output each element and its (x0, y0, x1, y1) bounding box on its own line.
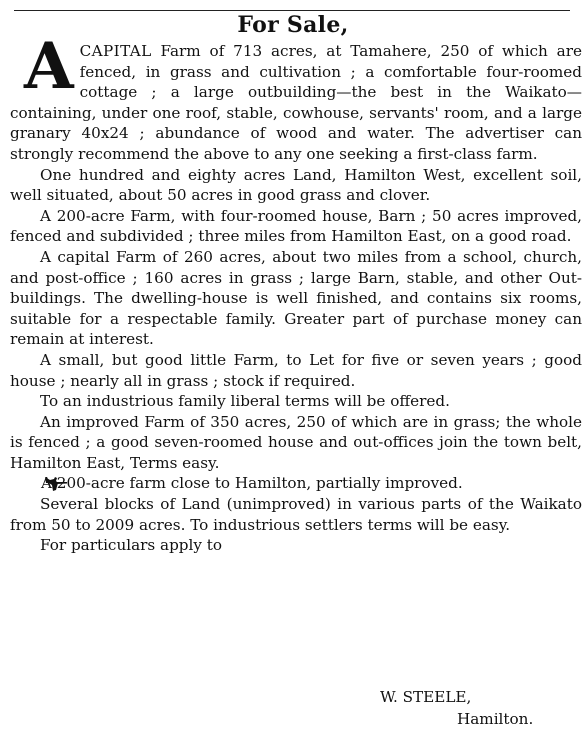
paragraph-4: A capital Farm of 260 acres, about two miles from a school, church, and post-office ; 160 acres in grass ; large Barn, stable, and other Out-buildings. The dwelling-house is well finished, and contains six rooms, suitable for a respectable family. Greater part of purchase money can remain at interest. (10, 247, 582, 349)
drop-cap: A (24, 29, 74, 104)
paragraph-6: To an industrious family liberal terms will be offered. (40, 392, 450, 411)
paragraph-2: One hundred and eighty acres Land, Hamilton West, excellent soil, well situated, about 50 acres in good grass and clover. (10, 165, 582, 205)
pointing-hand-icon (14, 474, 38, 492)
signature-block (380, 686, 533, 730)
top-rule (14, 10, 570, 11)
paragraph-9: Several blocks of Land (unimproved) in various parts of the Waikato from 50 to 2009 acres. To industrious settlers terms will be easy. (10, 495, 582, 534)
paragraph-5: A small, but good little Farm, to Let for five or seven years ; good house ; nearly all in grass ; stock if required. (10, 350, 582, 390)
advertiser-name: W. STEELE, (380, 688, 472, 706)
paragraph-10: For particulars apply to (40, 536, 223, 555)
paragraph-7: An improved Farm of 350 acres, 250 of which are in grass; the whole is fenced ; a good seven-roomed house and out-offices join the town belt, Hamilton East, Terms easy. (10, 412, 582, 472)
paragraph-8-text: A 200-acre farm close to Hamilton, partially improved. (41, 474, 463, 493)
paragraph-1 (10, 29, 582, 165)
paragraph-8 (10, 473, 582, 494)
advertiser-town: Hamilton. (457, 710, 534, 728)
paragraph-1-text: Farm of 713 acres, at Tamahere, 250 of which are fenced, in grass and cultivation ; a comfortable four-roomed cottage ; a large outbuilding—the best in the Waikato—containing, under one roof, stable, cowhouse, servants' room, and a large granary 40x24 ; abundance of wood and water. The advertiser can strongly recommend the above to any one seeking a first-class farm. (10, 42, 582, 163)
advertisement-body (10, 29, 582, 556)
ad-heading: For Sale, (237, 12, 349, 38)
paragraph-3: A 200-acre Farm, with four-roomed house, Barn ; 50 acres improved, fenced and subdivided ; three miles from Hamilton East, on a good road. (10, 206, 582, 246)
lead-caps: CAPITAL (79, 42, 152, 60)
